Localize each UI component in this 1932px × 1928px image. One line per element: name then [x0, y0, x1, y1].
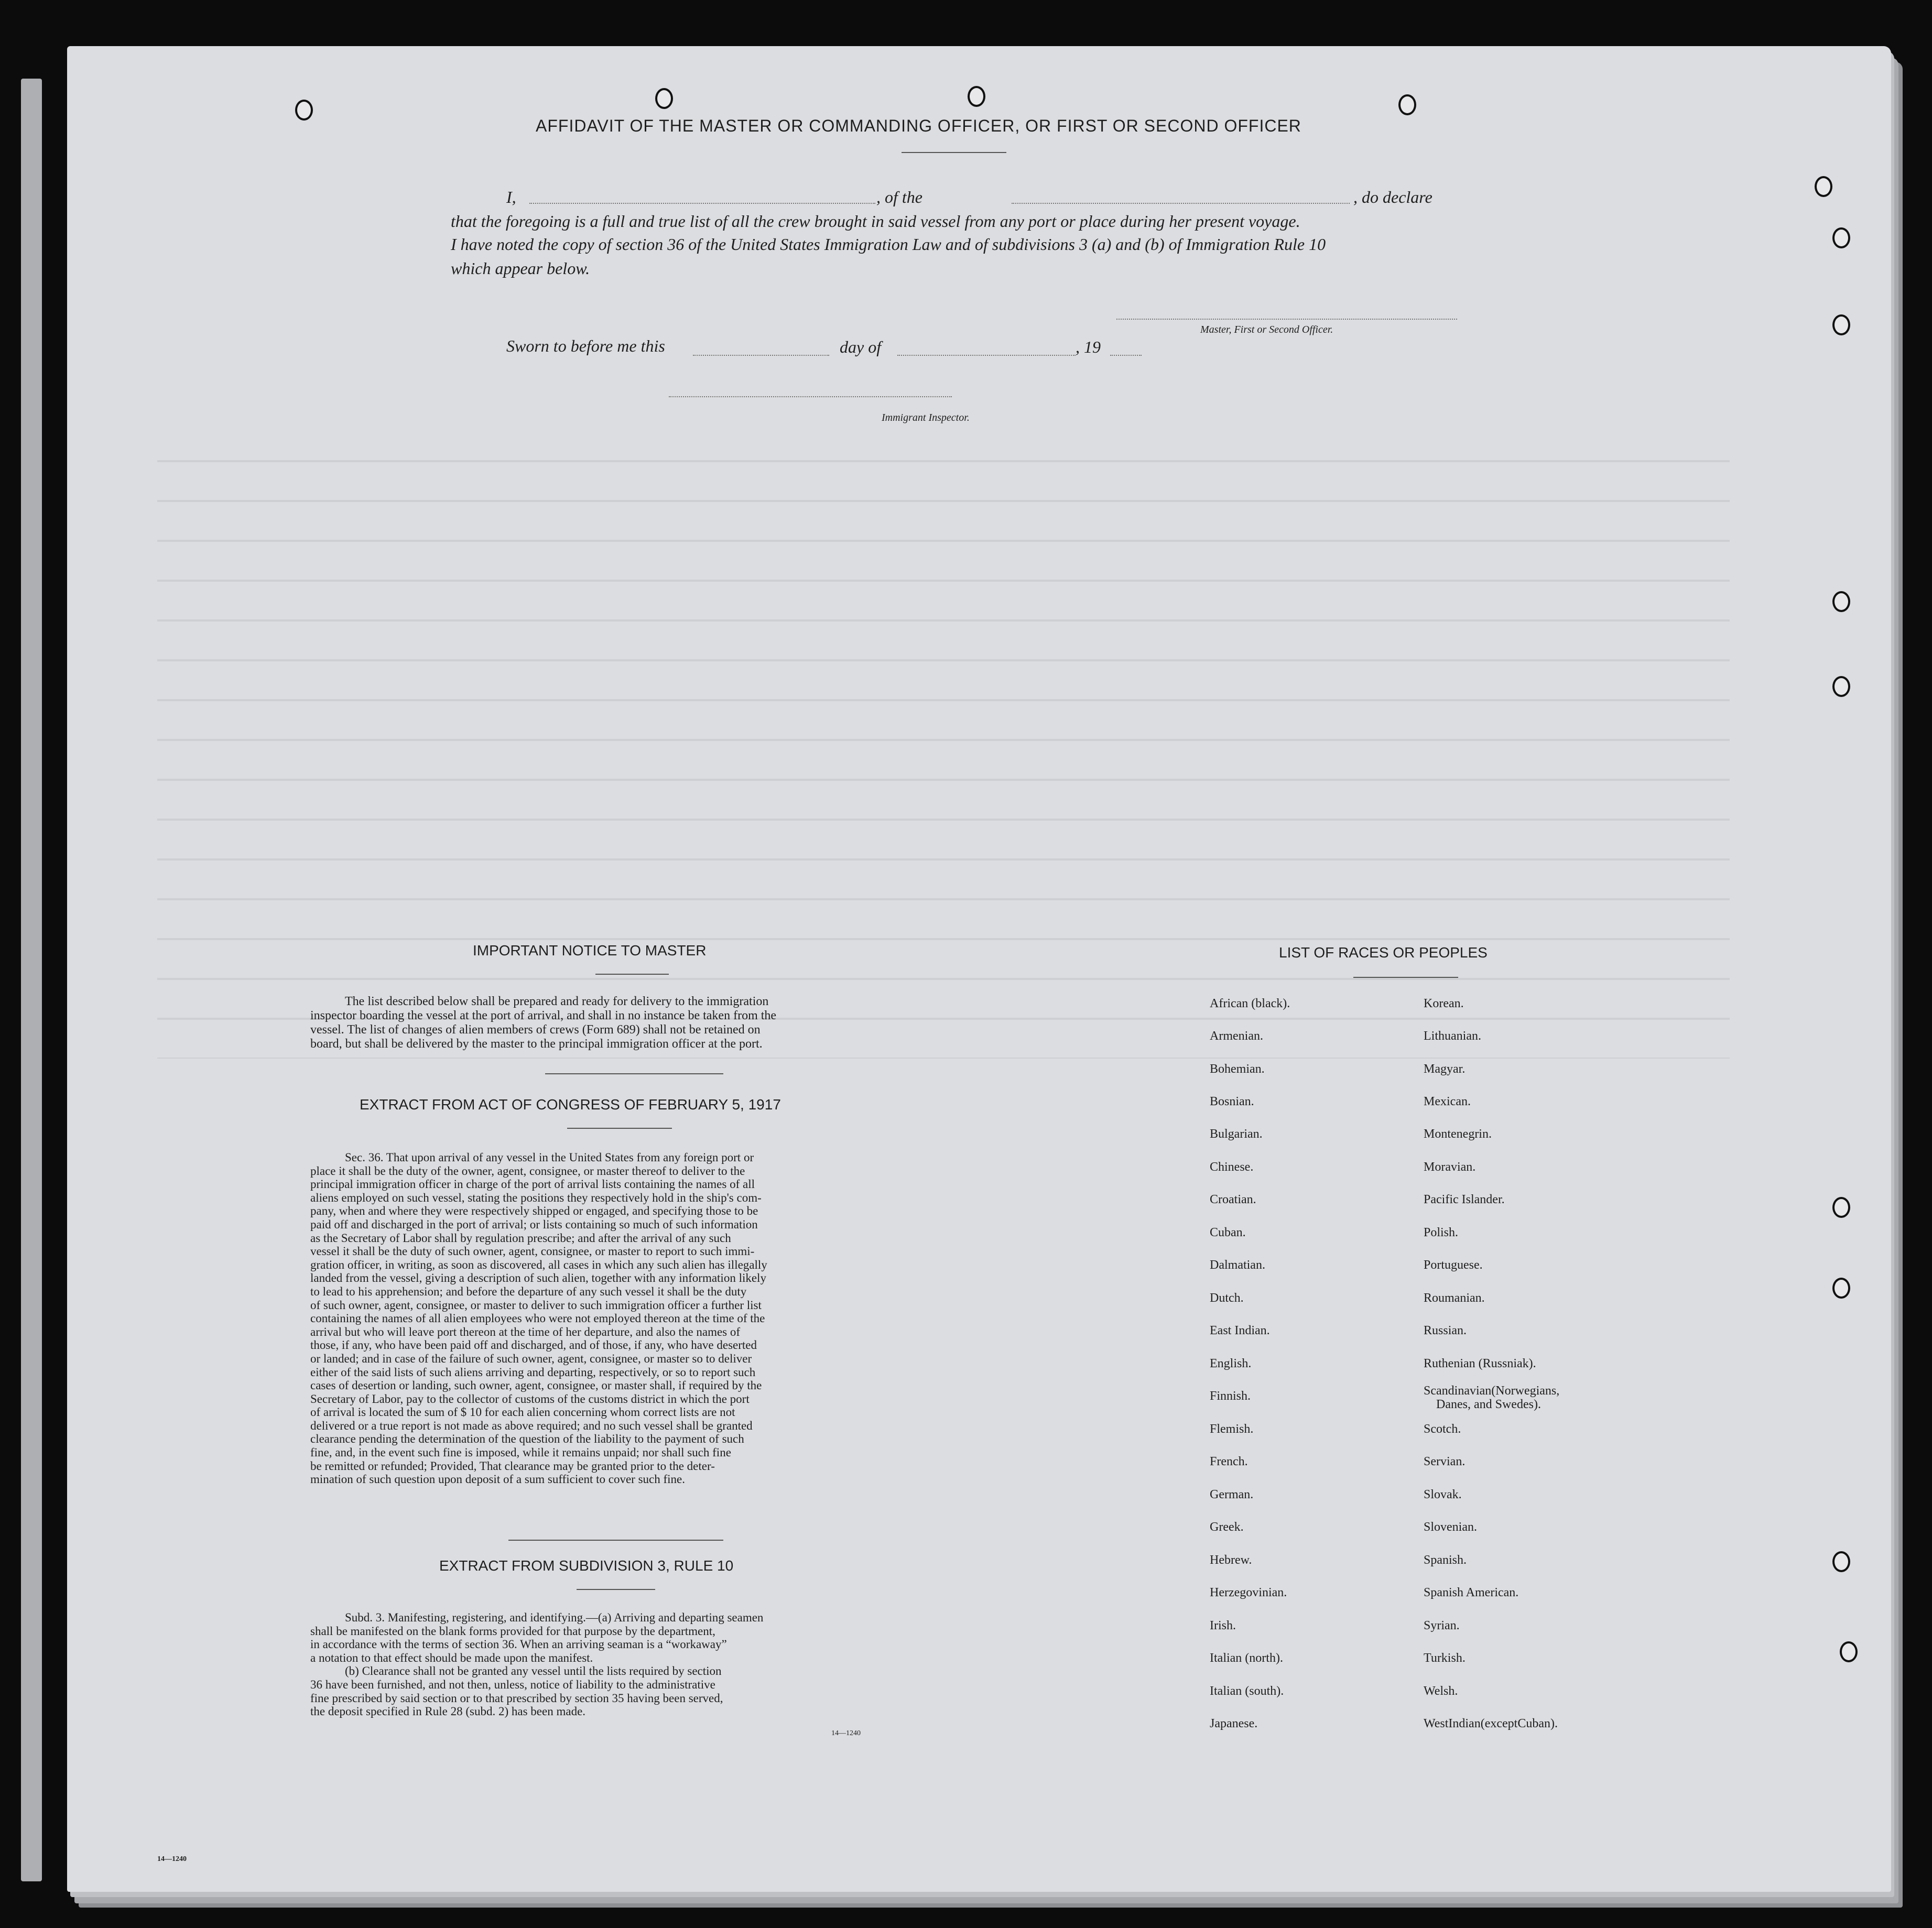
act-line: pany, when and where they were respectively shipped or engaged, and specifying those to be	[310, 1204, 758, 1218]
act-line: mination of such question upon deposit of a sum sufficient to cover such fine.	[310, 1473, 685, 1486]
race-item: Dutch.	[1210, 1291, 1244, 1305]
race-item: Roumanian.	[1424, 1291, 1485, 1305]
race-item: German.	[1210, 1488, 1254, 1501]
act-line: containing the names of all alien employees who were not employed thereon at the time of the	[310, 1312, 765, 1325]
notice-body	[310, 995, 924, 1051]
master-signature-line[interactable]	[1116, 319, 1457, 320]
notice-line: board, but shall be delivered by the master to the principal immigration officer at the port.	[310, 1037, 763, 1051]
bleed-through-marks	[157, 430, 1730, 1059]
act-line: delivered or a true report is not made as above required; and no such vessel shall be granted	[310, 1419, 753, 1432]
inspector-label: Immigrant Inspector.	[882, 412, 970, 423]
race-item: Italian (north).	[1210, 1651, 1283, 1665]
race-item: Cuban.	[1210, 1226, 1246, 1239]
rule-rule	[577, 1589, 655, 1590]
race-item: Montenegrin.	[1424, 1127, 1492, 1141]
affidavit-of-the: , of the	[876, 188, 922, 206]
race-item: Armenian.	[1210, 1029, 1263, 1043]
race-item: French.	[1210, 1455, 1248, 1468]
race-item: Italian (south).	[1210, 1684, 1284, 1698]
act-line: place it shall be the duty of the owner, agent, consignee, or master thereof to deliver to the	[310, 1164, 745, 1178]
act-line: Sec. 36. That upon arrival of any vessel in the United States from any foreign port or	[345, 1151, 754, 1164]
race-item: Hebrew.	[1210, 1553, 1252, 1567]
rule-title: EXTRACT FROM SUBDIVISION 3, RULE 10	[439, 1557, 734, 1574]
binder-hole	[968, 86, 985, 107]
binder-hole	[655, 88, 673, 109]
race-item: Lithuanian.	[1424, 1029, 1481, 1043]
binder-hole	[1815, 176, 1832, 197]
race-item: Scandinavian(Norwegians,	[1424, 1384, 1560, 1398]
race-item: Russian.	[1424, 1324, 1467, 1337]
rule-line: (b) Clearance shall not be granted any vessel until the lists required by section	[345, 1664, 722, 1678]
rule-line: 36 have been furnished, and not then, unless, notice of liability to the administrative	[310, 1678, 715, 1691]
sworn-label: Sworn to before me this	[506, 336, 665, 355]
race-item: Slovenian.	[1424, 1520, 1477, 1534]
act-line: or landed; and in case of the failure of such owner, agent, consignee, or master so to deliver	[310, 1352, 752, 1365]
master-signature-label: Master, First or Second Officer.	[1200, 324, 1333, 335]
race-item: Greek.	[1210, 1520, 1244, 1534]
affidavit-line2: that the foregoing is a full and true list of all the crew brought in said vessel from any port or place during her present voyage.	[451, 212, 1300, 231]
race-item-continued: Danes, and Swedes).	[1436, 1398, 1541, 1411]
notice-divider	[545, 1073, 723, 1074]
binder-hole	[1832, 227, 1850, 248]
sworn-year-field[interactable]	[1110, 354, 1142, 356]
page-stack-edge	[21, 79, 42, 1881]
affidavit-line3: I have noted the copy of section 36 of the United States Immigration Law and of subdivisions 3 (a) and (b) of Immigration Rule 10	[451, 235, 1326, 254]
rule-line: in accordance with the terms of section 36. When an arriving seaman is a “workaway”	[310, 1638, 727, 1651]
race-item: Turkish.	[1424, 1651, 1466, 1665]
act-line: paid off and discharged in the port of arrival; or lists containing so much of such information	[310, 1217, 758, 1231]
race-item: English.	[1210, 1357, 1252, 1370]
vessel-field[interactable]	[1012, 202, 1350, 204]
race-item: African (black).	[1210, 997, 1290, 1010]
act-line: gration officer, in writing, as soon as discovered, all cases in which any such alien has illegally	[310, 1258, 767, 1271]
binder-hole	[1832, 314, 1850, 335]
rule-line: the deposit specified in Rule 28 (subd. 2) has been made.	[310, 1705, 586, 1718]
name-field[interactable]	[529, 202, 875, 204]
race-item: Pacific Islander.	[1424, 1193, 1505, 1206]
act-divider	[508, 1540, 723, 1541]
act-line: landed from the vessel, giving a description of such alien, together with any information likely	[310, 1271, 766, 1285]
race-item: Spanish.	[1424, 1553, 1467, 1567]
race-item: Welsh.	[1424, 1684, 1458, 1698]
affidavit-do-declare: , do declare	[1353, 188, 1432, 206]
race-item: Moravian.	[1424, 1160, 1476, 1174]
act-line: be remitted or refunded; Provided, That clearance may be granted prior to the deter-	[310, 1459, 715, 1473]
notice-line: vessel. The list of changes of alien members of crews (Form 689) shall not be retained on	[310, 1023, 761, 1037]
race-item: Ruthenian (Russniak).	[1424, 1357, 1536, 1370]
binder-hole	[295, 100, 313, 121]
rule-line: fine prescribed by said section or to that prescribed by section 35 having been served,	[310, 1691, 723, 1705]
act-line: of such owner, agent, consignee, or master to deliver to such immigration officer a further list	[310, 1298, 762, 1312]
act-title: EXTRACT FROM ACT OF CONGRESS OF FEBRUARY 5, 1917	[360, 1096, 781, 1113]
race-item: Syrian.	[1424, 1619, 1460, 1632]
race-item: Japanese.	[1210, 1717, 1258, 1730]
race-item: Croatian.	[1210, 1193, 1256, 1206]
notice-line: inspector boarding the vessel at the port of arrival, and shall in no instance be taken from the	[310, 1009, 777, 1022]
rule-line: shall be manifested on the blank forms provided for that purpose by the department,	[310, 1624, 715, 1638]
act-line: fine, and, in the event such fine is imposed, while it remains unpaid; nor shall such fine	[310, 1446, 731, 1459]
race-item: Flemish.	[1210, 1422, 1254, 1436]
race-item: Finnish.	[1210, 1389, 1251, 1403]
rule-line: a notation to that effect should be made upon the manifest.	[310, 1651, 593, 1664]
race-item: Magyar.	[1424, 1062, 1466, 1076]
notice-line: The list described below shall be prepared and ready for delivery to the immigration	[345, 995, 769, 1008]
race-item: Herzegovinian.	[1210, 1586, 1287, 1599]
binder-hole	[1832, 1278, 1850, 1299]
binder-hole	[1832, 1551, 1850, 1572]
act-line: clearance pending the determination of the question of the liability to the payment of such	[310, 1432, 744, 1446]
binder-hole	[1832, 676, 1850, 697]
race-item: Dalmatian.	[1210, 1258, 1265, 1272]
footer-form-number: 14—1240	[157, 1855, 187, 1863]
act-line: vessel it shall be the duty of such owner, agent, consignee, or master to report to such immi-	[310, 1245, 755, 1258]
affidavit-title: AFFIDAVIT OF THE MASTER OR COMMANDING OFFICER, OR FIRST OR SECOND OFFICER	[536, 116, 1301, 135]
race-item: Spanish American.	[1424, 1586, 1519, 1599]
race-item: Irish.	[1210, 1619, 1236, 1632]
binder-hole	[1832, 591, 1850, 612]
act-line: arrival but who will leave port thereon at the time of her departure, and also the names of	[310, 1325, 741, 1338]
act-line: cases of desertion or landing, such owner, agent, consignee, or master shall, if required by the	[310, 1379, 762, 1392]
race-item: Polish.	[1424, 1226, 1459, 1239]
race-item: Scotch.	[1424, 1422, 1461, 1436]
race-item: WestIndian(exceptCuban).	[1424, 1717, 1558, 1730]
race-item: Portuguese.	[1424, 1258, 1483, 1272]
notice-rule	[595, 974, 669, 975]
affidavit-i: I,	[506, 188, 516, 206]
races-title: LIST OF RACES OR PEOPLES	[1279, 944, 1488, 961]
day-of-label: day of	[840, 337, 882, 356]
race-item: Korean.	[1424, 997, 1464, 1010]
race-item: Chinese.	[1210, 1160, 1254, 1174]
binder-hole	[1832, 1197, 1850, 1218]
binder-hole	[1398, 94, 1416, 115]
rule-form-number: 14—1240	[831, 1729, 861, 1737]
race-item: Slovak.	[1424, 1488, 1462, 1501]
act-line: those, if any, who have been paid off and discharged, and of those, if any, who have deserted	[310, 1338, 757, 1352]
act-line: aliens employed on such vessel, stating the positions they respectively hold in the ship's com-	[310, 1191, 762, 1204]
act-rule	[567, 1128, 672, 1129]
race-item: Mexican.	[1424, 1095, 1471, 1108]
rule-line: Subd. 3. Manifesting, registering, and identifying.—(a) Arriving and departing seamen	[345, 1611, 764, 1624]
binder-hole	[1840, 1641, 1858, 1662]
race-item: Bulgarian.	[1210, 1127, 1263, 1141]
act-line: to lead to his apprehension; and before the departure of any such vessel it shall be the duty	[310, 1284, 747, 1298]
act-line: as the Secretary of Labor shall by regulation prescribe; and after the arrival of any such	[310, 1231, 731, 1245]
year-label: , 19	[1076, 337, 1101, 356]
act-body	[310, 1151, 924, 1486]
sworn-day-field[interactable]	[693, 354, 829, 356]
rule-body	[310, 1611, 924, 1718]
inspector-signature-line[interactable]	[669, 396, 952, 397]
affidavit-line4: which appear below.	[451, 259, 590, 278]
race-item: Bohemian.	[1210, 1062, 1265, 1076]
race-item: Bosnian.	[1210, 1095, 1254, 1108]
race-item: East Indian.	[1210, 1324, 1270, 1337]
act-line: Secretary of Labor, pay to the collector of customs of the customs district in which the port	[310, 1392, 750, 1406]
notice-title: IMPORTANT NOTICE TO MASTER	[473, 942, 707, 958]
races-rule	[1353, 977, 1458, 978]
act-line: either of the said lists of such aliens arriving and departing, respectively, or so to report such	[310, 1365, 756, 1379]
sworn-month-field[interactable]	[897, 354, 1076, 356]
race-item: Servian.	[1424, 1455, 1466, 1468]
title-rule	[902, 152, 1006, 153]
act-line: of arrival is located the sum of $ 10 for each alien concerning whom correct lists are not	[310, 1406, 735, 1419]
act-line: principal immigration officer in charge of the port of arrival lists containing the names of all	[310, 1178, 755, 1191]
